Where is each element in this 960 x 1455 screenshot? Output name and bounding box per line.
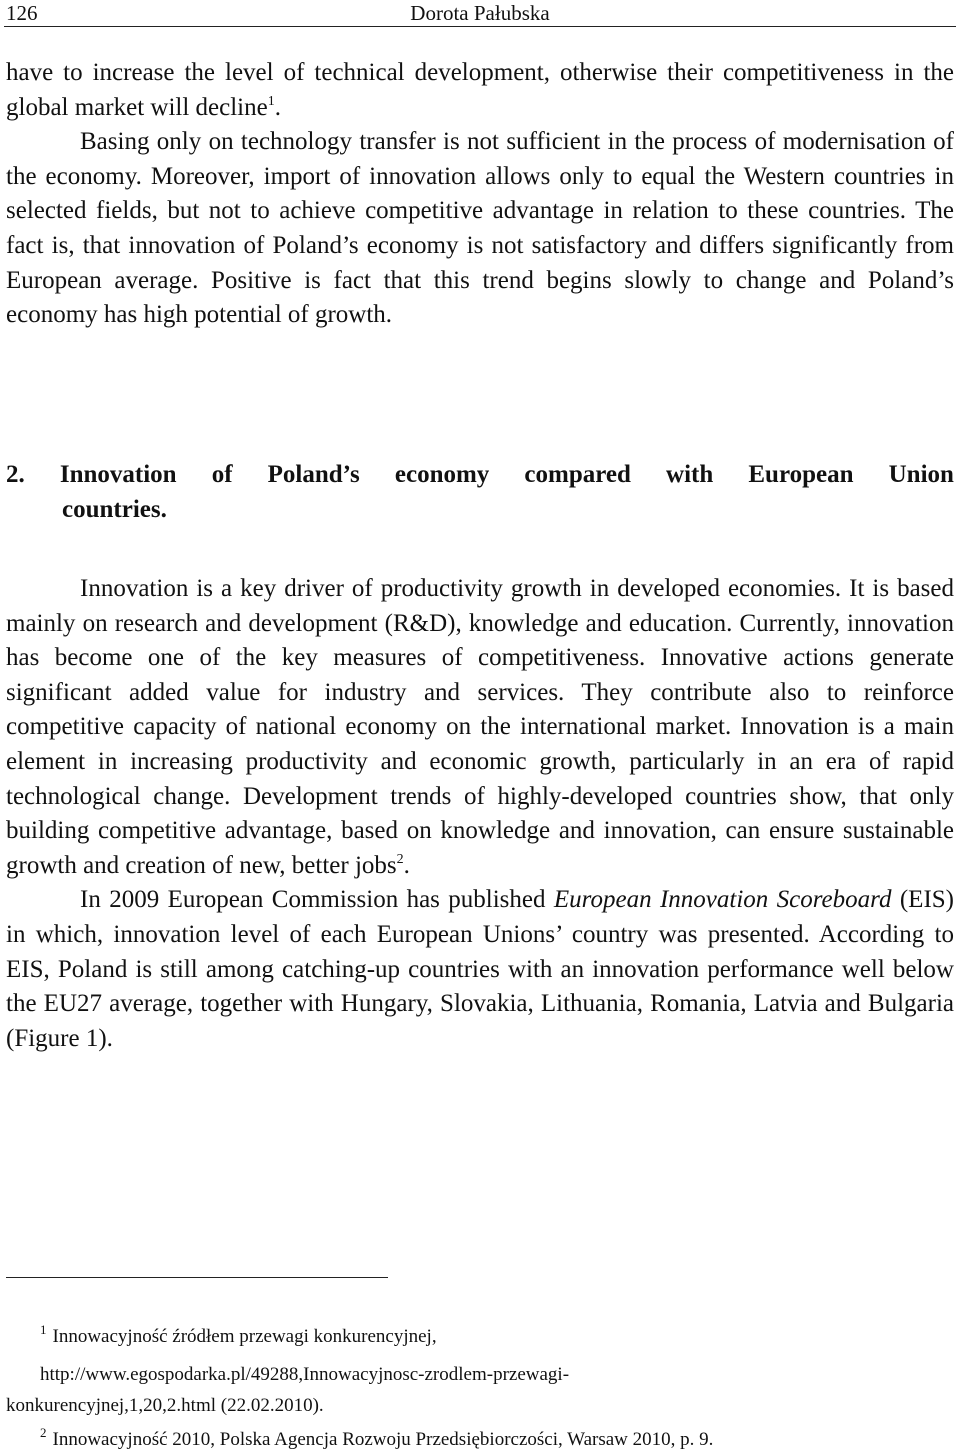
paragraph-eis: In 2009 European Commission has published European Innovation Scoreboard (EIS) in which, innovation level of each European Unions’ country was presented. According to EIS, Poland is still among catching-up countries with an innovation performance well below the EU27 average, together with Hungary, Slovakia, Lithuania, Romania, Latvia and Bulgaria (Figure 1). (6, 886, 955, 1052)
text-block-1 (6, 56, 954, 333)
footnote-ref-1[interactable]: 1 (267, 93, 275, 109)
text-block-2 (6, 572, 954, 1056)
running-author: Dorota Pałubska (410, 1, 550, 25)
footnote-1-url[interactable]: http://www.egospodarka.pl/49288,Innowacyjnosc-zrodlem-przewagi- (40, 1364, 570, 1385)
footnote-1: $^1$ Innowacyjność źródłem przewagi konkurencyjnej, (40, 1322, 437, 1347)
section-heading-line1: 2. Innovation of Poland’s economy compared with European Union (6, 458, 954, 493)
footnote-separator (6, 1277, 388, 1278)
footnote-2: $^2$ Innowacyjność 2010, Polska Agencja Rozwoju Przedsiębiorczości, Warsaw 2010, p. 9. (40, 1425, 714, 1450)
paragraph-continued: have to increase the level of technical development, otherwise their competitiveness in the global market will decline$^1$. (6, 59, 954, 121)
paragraph-innovation-driver: Innovation is a key driver of productivity growth in developed economies. It is based mainly on research and development (R&D), knowledge and education. Currently, innovation has become one of the key measures of competitiveness. Innovative actions generate significant added value for industry and services. They contribute also to reinforce competitive capacity of national economy on the international market. Innovation is a main element in increasing productivity and economic growth, particularly in an era of rapid technological change. Development trends of highly-developed countries show, that only building competitive advantage, based on knowledge and innovation, can ensure sustainable growth and creation of new, better jobs$^2$. (6, 575, 954, 879)
footnote-1-url-cont: konkurencyjnej,1,20,2.html (22.02.2010). (6, 1395, 324, 1416)
section-heading-line2: countries. (62, 495, 167, 523)
footnote-ref-2[interactable]: 2 (396, 851, 404, 867)
running-header (4, 0, 956, 27)
footnote-2-number: 2 (40, 1425, 47, 1440)
section-heading (6, 458, 954, 527)
publication-title: European Innovation Scoreboard (553, 886, 892, 914)
footnote-1-number: 1 (40, 1322, 47, 1337)
paragraph-modernisation: Basing only on technology transfer is not sufficient in the process of modernisation of the economy. Moreover, import of innovation allows only to equal the Western countries in selected fields, but not to achieve competitive advantage in relation to these countries. The fact is, that innovation of Poland’s economy is not satisfactory and differs significantly from European average. Positive is fact that this trend begins slowly to change and Poland’s economy has high potential of growth. (6, 128, 954, 329)
page-number: 126 (6, 1, 38, 25)
section-number: 2. (6, 461, 25, 488)
